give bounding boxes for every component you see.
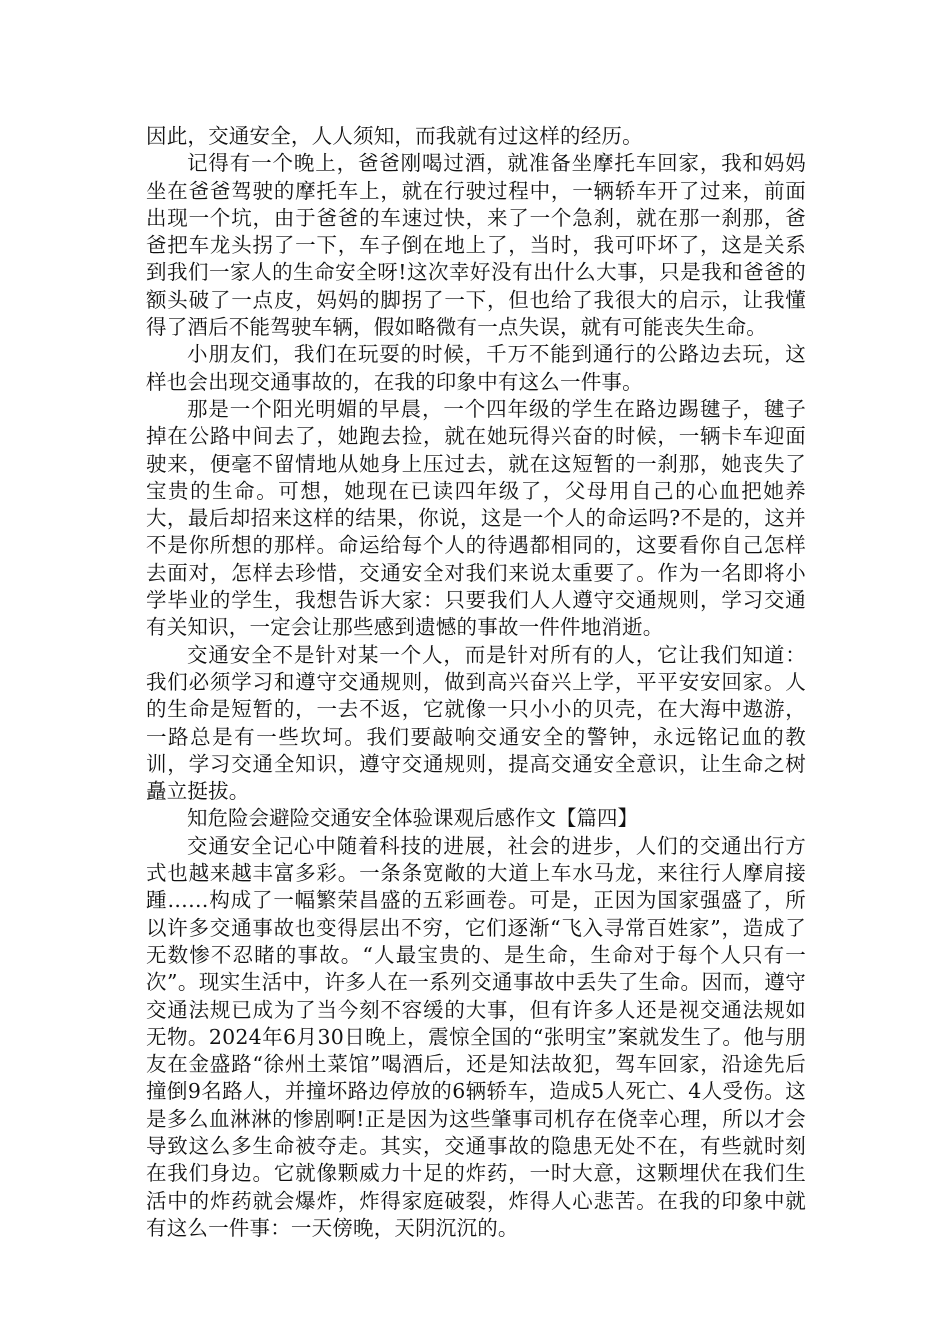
paragraph-shuttlecock-story: 那是一个阳光明媚的早晨，一个四年级的学生在路边踢毽子，毽子掉在公路中间去了，她跑去捡，就在她玩得兴奋的时候，一辆卡车迎面驶来，便毫不留情地从她身上压过去，就在这短暂的一刹那，她丧失了宝贵的生命。可想，她现在已读四年级了，父母用自己的心血把她养大，最后却招来这样的结果，你说，这是一个人的命运吗?不是的，这并不是你所想的那样。命运给每个人的待遇都相同的，这要看你自己怎样去面对，怎样去珍惜，交通安全对我们来说太重要了。作为一名即将小学毕业的学生，我想告诉大家：只要我们人人遵守交通规则，学习交通有关知识，一定会让那些感到遗憾的事故一件件地消逝。 [146,396,806,640]
paragraph-children-warning: 小朋友们，我们在玩耍的时候，千万不能到通行的公路边去玩，这样也会出现交通事故的，在我的印象中有这么一件事。 [146,342,806,394]
paragraph-section-four-body: 交通安全记心中随着科技的进展，社会的进步，人们的交通出行方式也越来越丰富多彩。一条条宽敞的大道上车水马龙，来往行人摩肩接踵……构成了一幅繁荣昌盛的五彩画卷。可是，正因为国家强盛了，所以许多交通事故也变得层出不穷，它们逐渐“飞入寻常百姓家”，造成了无数惨不忍睹的事故。“人最宝贵的、是生命，生命对于每个人只有一次”。现实生活中，许多人在一系列交通事故中丢失了生命。因而，遵守交通法规已成为了当今刻不容缓的大事，但有许多人还是视交通法规如无物。2024年6月30日晚上，震惊全国的“张明宝”案就发生了。他与朋友在金盛路“徐州土菜馆”喝酒后，还是知法故犯，驾车回家，沿途先后撞倒9名路人，并撞坏路边停放的6辆轿车，造成5人死亡、4人受伤。这是多么血淋淋的惨剧啊!正是因为这些肇事司机存在侥幸心理，所以才会导致这么多生命被夺走。其实，交通事故的隐患无处不在，有些就时刻在我们身边。它就像颗威力十足的炸药，一时大意，这颗埋伏在我们生活中的炸药就会爆炸，炸得家庭破裂，炸得人心悲苦。在我的印象中就有这么一件事：一天傍晚，天阴沉沉的。 [146,833,806,1240]
paragraph-motorcycle-story: 记得有一个晚上，爸爸刚喝过酒，就准备坐摩托车回家，我和妈妈坐在爸爸驾驶的摩托车上，就在行驶过程中，一辆轿车开了过来，前面出现一个坑，由于爸爸的车速过快，来了一个急刹，就在那一刹那，爸爸把车龙头拐了一下，车子倒在地上了，当时，我可吓坏了，这是关系到我们一家人的生命安全呀!这次幸好没有出什么大事，只是我和爸爸的额头破了一点皮，妈妈的脚拐了一下，但也给了我很大的启示，让我懂得了酒后不能驾驶车辆，假如略微有一点失误，就有可能丧失生命。 [146,151,806,340]
document-body [146,123,806,1242]
paragraph-safety-for-all: 交通安全不是针对某一个人，而是针对所有的人，它让我们知道：我们必须学习和遵守交通规则，做到高兴奋兴上学，平平安安回家。人的生命是短暂的，一去不返，它就像一只小小的贝壳，在大海中遨游，一路总是有一些坎坷。我们要敲响交通安全的警钟，永远铭记血的教训，学习交通全知识，遵守交通规则，提高交通安全意识，让生命之树矗立挺拔。 [146,642,806,804]
section-heading: 知危险会避险交通安全体验课观后感作文【篇四】 [187,806,638,831]
paragraph-intro: 因此，交通安全，人人须知，而我就有过这样的经历。 [146,124,643,148]
